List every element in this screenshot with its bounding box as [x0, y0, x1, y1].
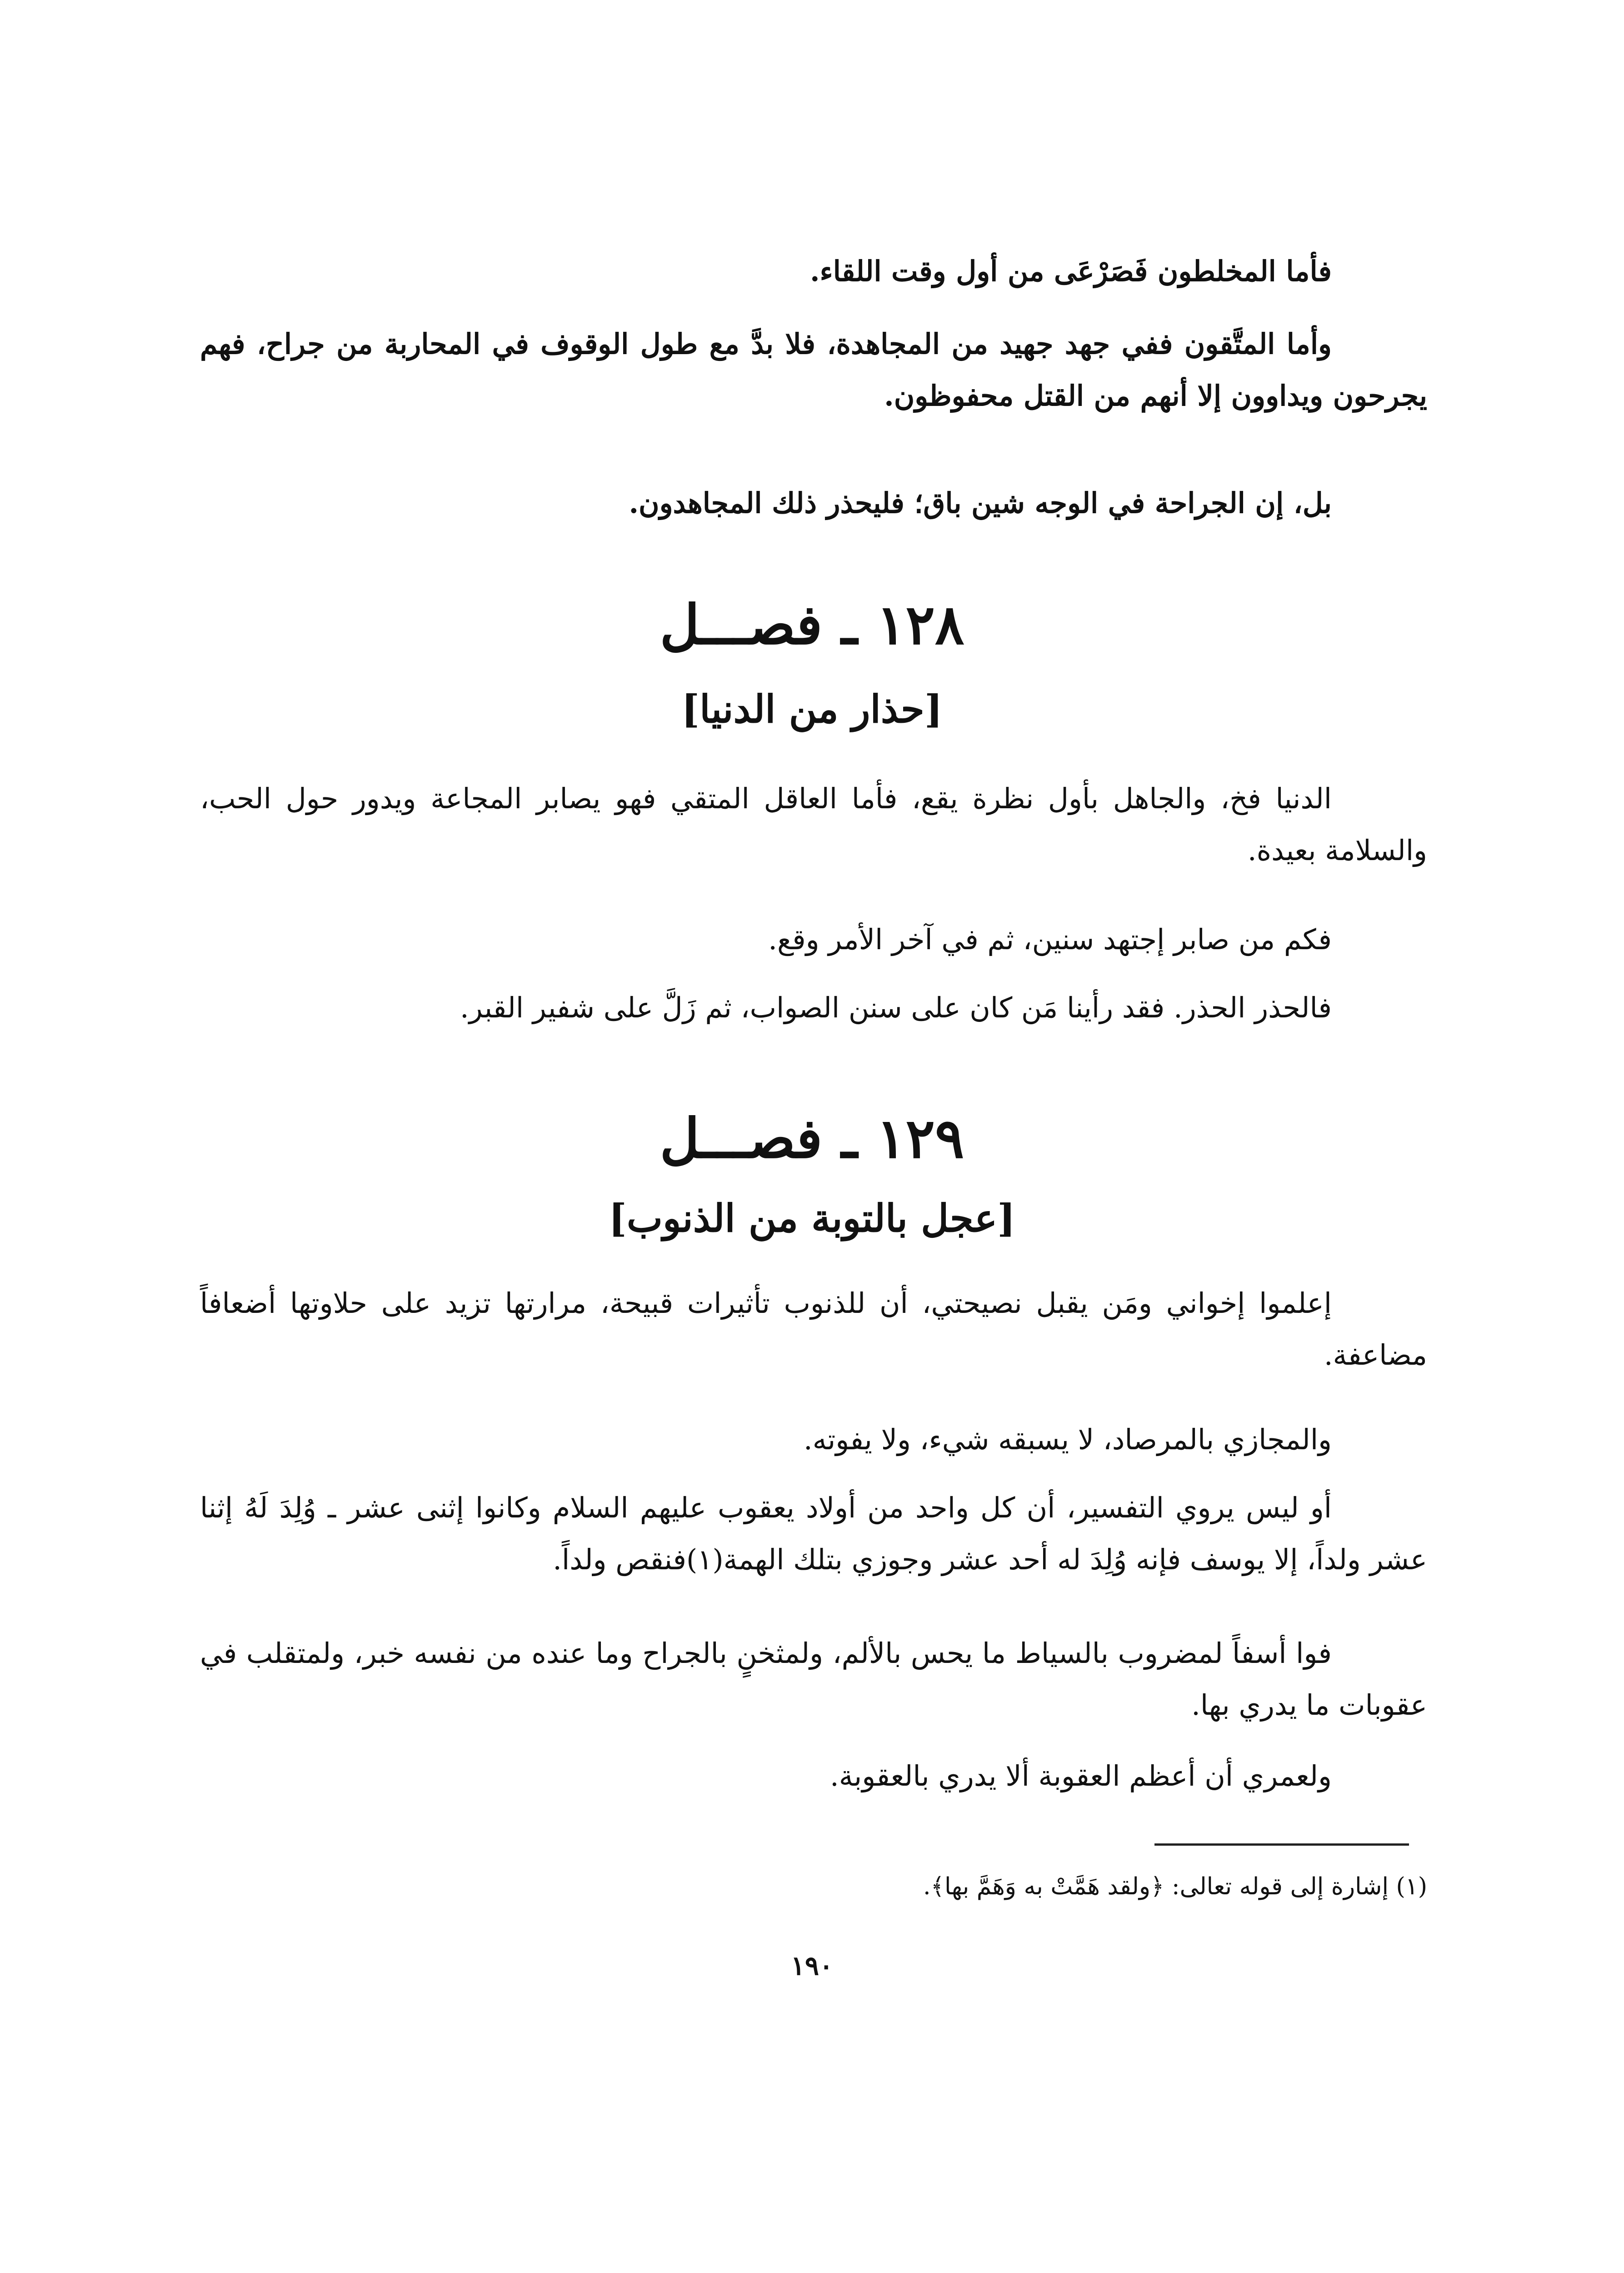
section-129-paragraph-4: فوا أسفاً لمضروب بالسياط ما يحس بالألم، ولمثخنٍ بالجراح وما عنده من نفسه خبر، ولمتقلب في عقوبات ما يدري بها.	[200, 1637, 1427, 1722]
section-128-paragraph-3: فالحذر الحذر. فقد رأينا مَن كان على سنن الصواب، ثم زَلَّ على شفير القبر.	[460, 991, 1332, 1024]
section-128-heading: ١٢٨ ـ فصـــل	[660, 593, 964, 657]
paragraph-top-2: وأما المتَّقون ففي جهد جهيد من المجاهدة، فلا بدَّ مع طول الوقوف في المحاربة من جراح، فهم يجرحون ويداوون إلا أنهم من القتل محفوظون.	[200, 327, 1427, 412]
section-128-paragraph-2: فكم من صابر إجتهد سنين، ثم في آخر الأمر وقع.	[768, 923, 1332, 956]
section-129-paragraph-3: أو ليس يروي التفسير، أن كل واحد من أولاد يعقوب عليهم السلام وكانوا إثنى عشر ـ وُلِدَ لَهُ إثنا عشر ولداً، إلا يوسف فإنه وُلِدَ له أحد عشر وجوزي بتلك الهمة(١)فنقص ولداً.	[200, 1491, 1427, 1576]
section-129-paragraph-1: إعلموا إخواني ومَن يقبل نصيحتي، أن للذنوب تأثيرات قبيحة، مرارتها تزيد على حلاوتها أضعافاً مضاعفة.	[200, 1287, 1427, 1372]
footnote: (١) إشارة إلى قوله تعالى: ﴿ولقد هَمَّتْ به وَهَمَّ بها﴾.	[923, 1873, 1427, 1900]
section-128-subtitle: [حذار من الدنيا]	[681, 686, 943, 731]
footnote-divider	[1154, 1843, 1409, 1846]
section-128-paragraph-1: الدنيا فخ، والجاهل بأول نظرة يقع، فأما العاقل المتقي فهو يصابر المجاعة ويدور حول الحب، والسلامة بعيدة.	[200, 782, 1427, 867]
section-129-subtitle: [عجل بالتوبة من الذنوب]	[609, 1196, 1015, 1241]
section-129-paragraph-5: ولعمري أن أعظم العقوبة ألا يدري بالعقوبة.	[830, 1759, 1332, 1792]
section-129-paragraph-2: والمجازي بالمرصاد، لا يسبقه شيء، ولا يفوته.	[804, 1423, 1332, 1456]
section-129-heading: ١٢٩ ـ فصـــل	[660, 1106, 964, 1171]
page-number: ١٩٠	[790, 1950, 834, 1981]
paragraph-top-1: فأما المخلطون فَصَرْعَى من أول وقت اللقاء.	[810, 255, 1332, 288]
paragraph-top-3: بل، إن الجراحة في الوجه شين باق؛ فليحذر ذلك المجاهدون.	[629, 486, 1332, 520]
